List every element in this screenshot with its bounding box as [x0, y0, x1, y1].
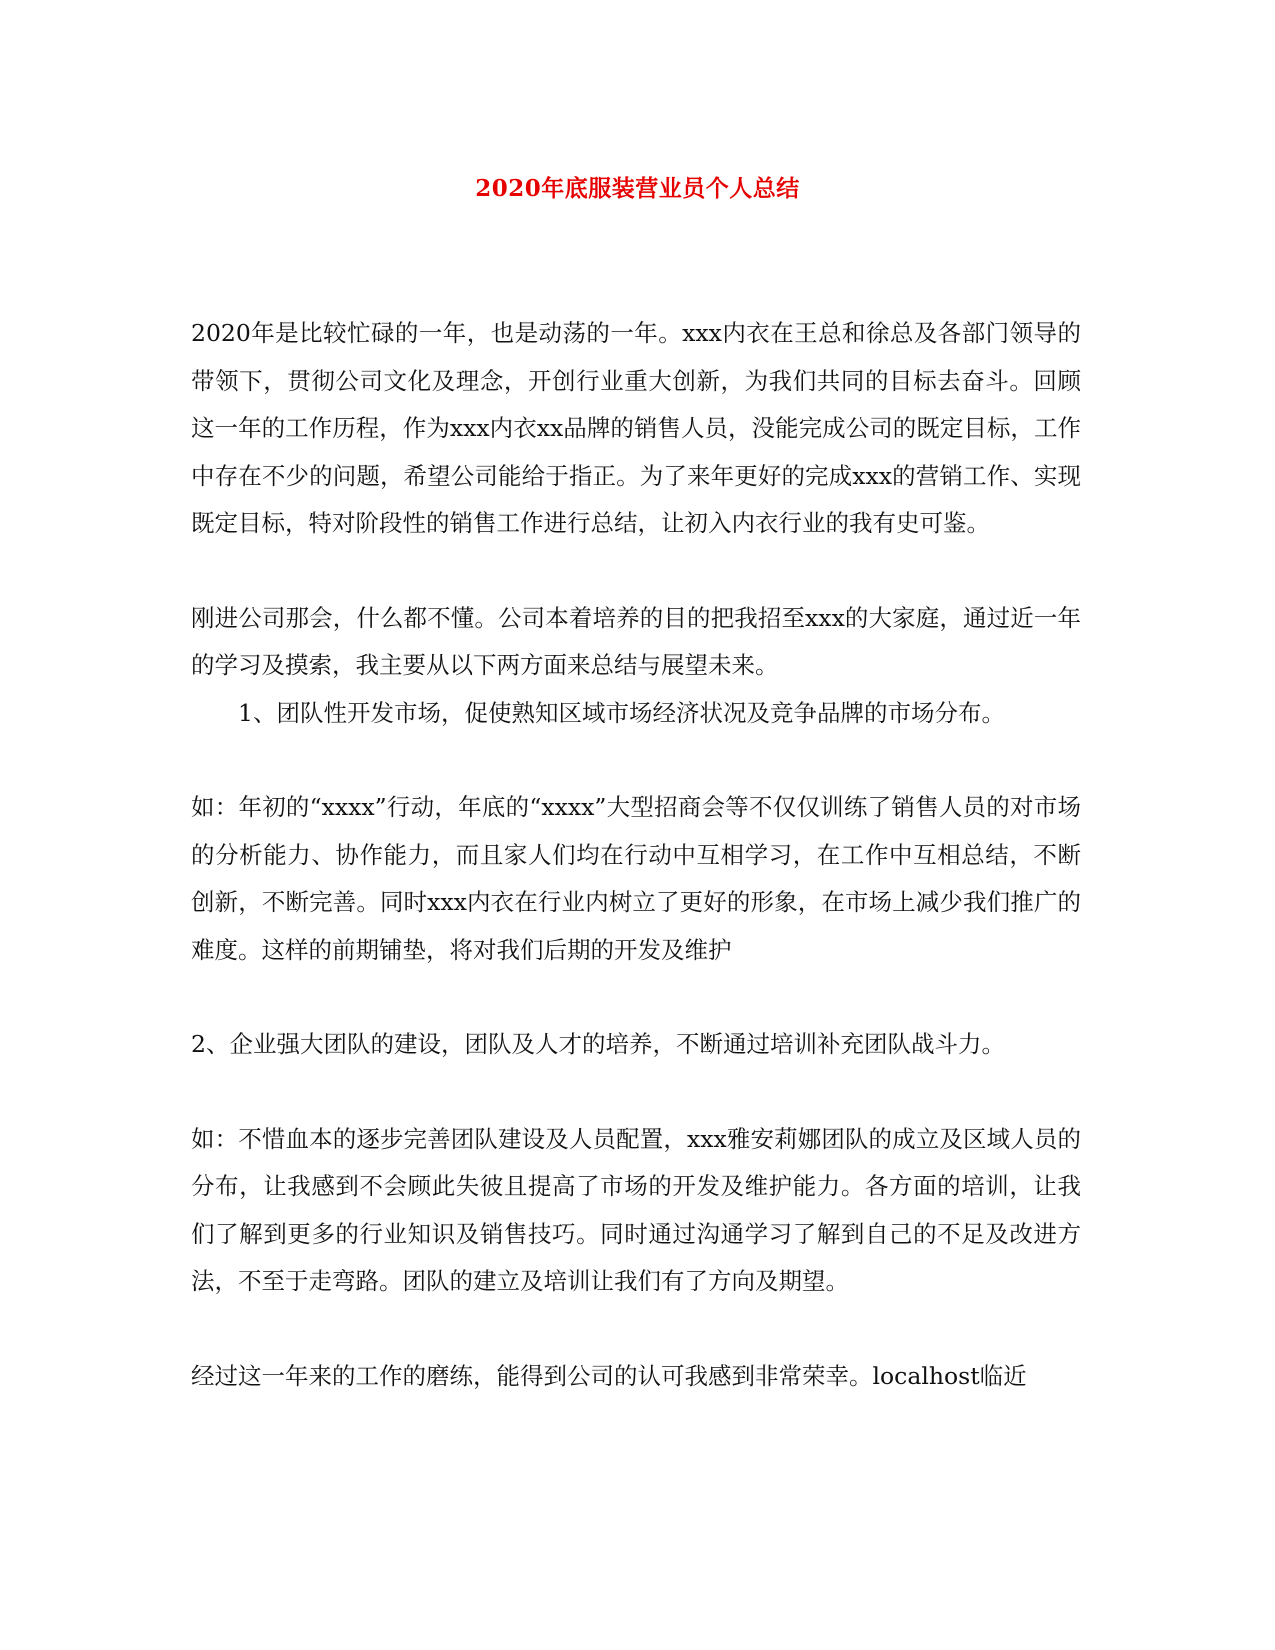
paragraph-example-1: 如：年初的“xxxx”行动，年底的“xxxx”大型招商会等不仅仅训练了销售人员的对市场的分析能力、协作能力，而且家人们均在行动中互相学习，在工作中互相总结，不断创新，不断完善。同时xxx内衣在行业内树立了更好的形象，在市场上减少我们推广的难度。这样的前期铺垫，将对我们后期的开发及维护 — [191, 793, 1081, 964]
paragraph-point-1: 1、团队性开发市场，促使熟知区域市场经济状况及竞争品牌的市场分布。 — [238, 698, 1005, 727]
paragraph-example-2: 如：不惜血本的逐步完善团队建设及人员配置，xxx雅安莉娜团队的成立及区域人员的分布，让我感到不会顾此失彼且提高了市场的开发及维护能力。各方面的培训，让我们了解到更多的行业知识及销售技巧。同时通过沟通学习了解到自己的不足及改进方法，不至于走弯路。团队的建立及培训让我们有了方向及期望。 — [191, 1124, 1081, 1295]
document-body — [191, 310, 1081, 1400]
paragraph-point-2: 2、企业强大团队的建设，团队及人才的培养，不断通过培训补充团队战斗力。 — [191, 1030, 1005, 1058]
paragraph-closing: 经过这一年来的工作的磨练，能得到公司的认可我感到非常荣幸。localhost临近 — [191, 1361, 1027, 1390]
paragraph-joining: 刚进公司那会，什么都不懂。公司本着培养的目的把我招至xxx的大家庭，通过近一年的学习及摸索，我主要从以下两方面来总结与展望未来。 — [191, 603, 1081, 679]
paragraph-intro: 2020年是比较忙碌的一年，也是动荡的一年。xxx内衣在王总和徐总及各部门领导的带领下，贯彻公司文化及理念，开创行业重大创新，为我们共同的目标去奋斗。回顾这一年的工作历程，作为xxx内衣xx品牌的销售人员，没能完成公司的既定目标，工作中存在不少的问题，希望公司能给于指正。为了来年更好的完成xxx的营销工作、实现既定目标，特对阶段性的销售工作进行总结，让初入内衣行业的我有史可鉴。 — [191, 319, 1081, 537]
document-title: 2020年底服装营业员个人总结 — [475, 175, 800, 202]
